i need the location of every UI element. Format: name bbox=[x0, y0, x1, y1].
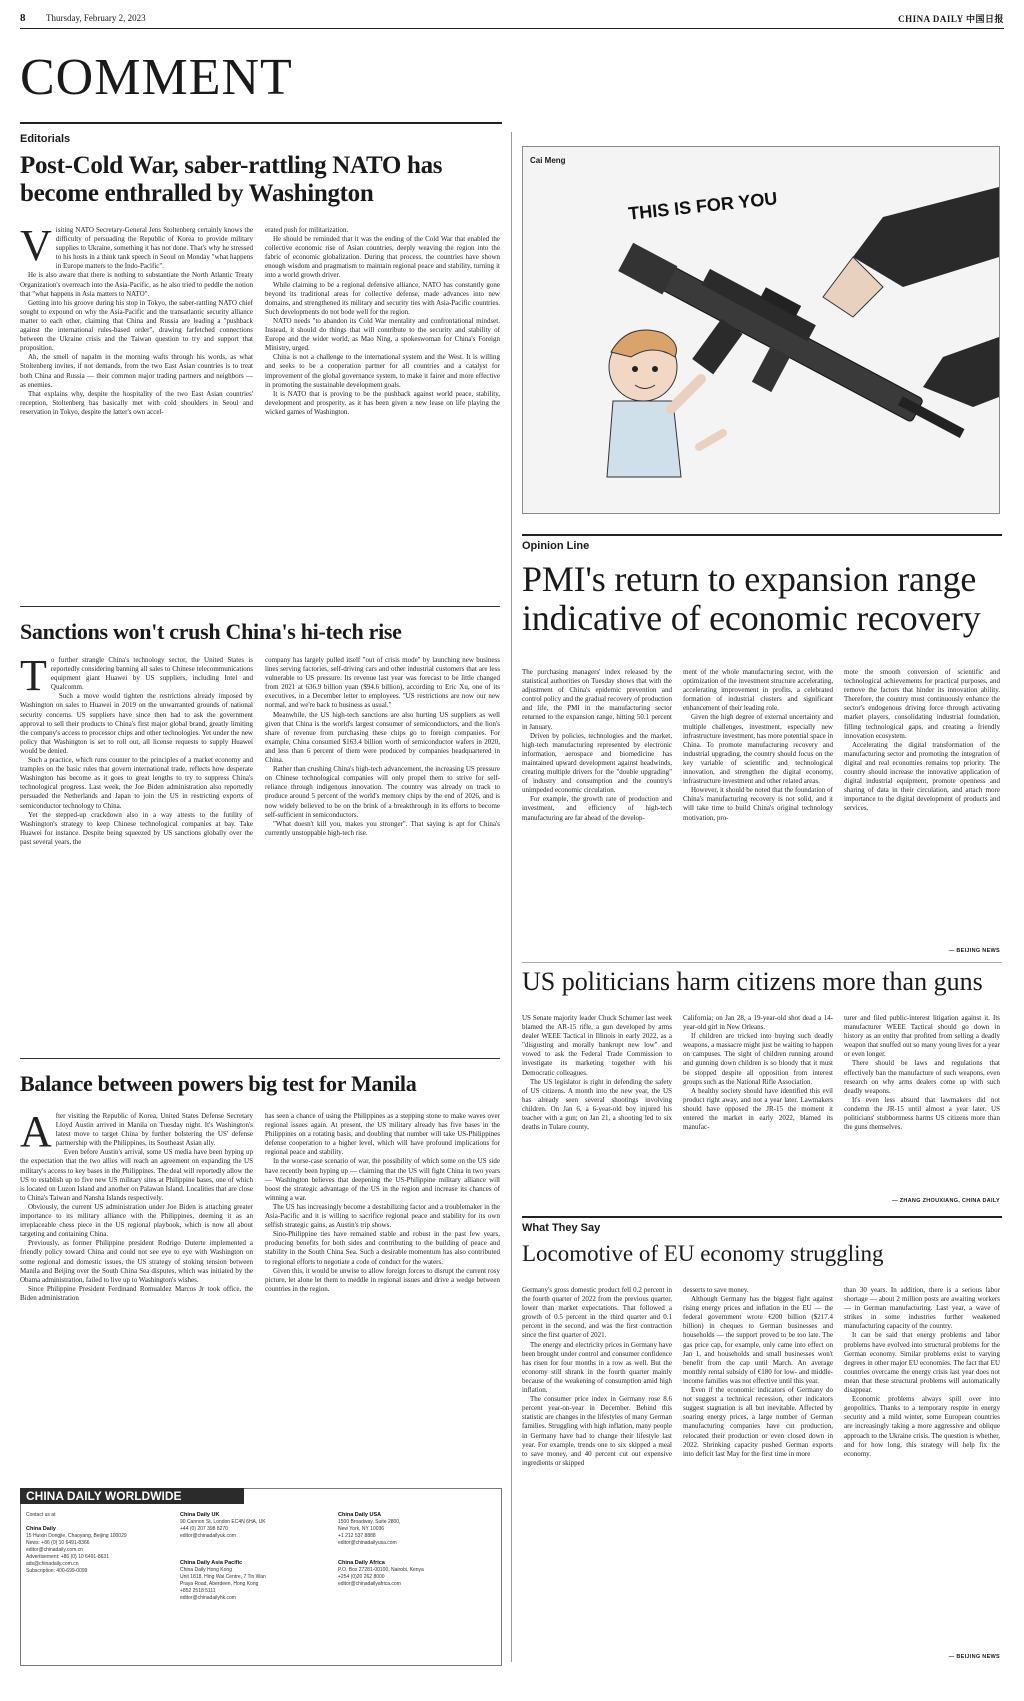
contact-line: New York, NY 10036 bbox=[338, 1526, 385, 1532]
contact-block-beijing bbox=[26, 1526, 171, 1575]
sanctions-headline-box bbox=[20, 618, 500, 646]
paragraph: It's even less absurd that lawmakers did not condemn the JR-15 until almost a year later. US politicians' stubbornness harms US citizens more than the guns themselves. bbox=[844, 1095, 1000, 1132]
contact-line: editor@chinadailyhk.com bbox=[180, 1595, 236, 1601]
sanctions-column-1 bbox=[20, 656, 253, 1054]
paragraph: Meanwhile, the US high-tech sanctions are also hurting US suppliers as well given that China is the world's largest consumer of semiconductors, and the lion's share of revenue from purchasing these chips go to foreign companies. For example, China consumed $163.4 billion worth of semiconductor wafers in 2020, and less than 6 percent of them were produced by companies headquartered in China. bbox=[265, 710, 500, 765]
paragraph: NATO needs "to abandon its Cold War mentality and confrontational mindset. Instead, it should do things that will contribute to the security and stability of Europe and the wider world, as Mao Ning, a spokeswoman for China's Foreign Ministry, urged. bbox=[265, 316, 500, 353]
nato-headline-box bbox=[20, 152, 500, 208]
manila-dropcap: A bbox=[20, 1112, 52, 1156]
paragraph: There should be laws and regulations that effectively ban the manufacture of such weapons, even research on why arms dealers come up with such deadly weapons. bbox=[844, 1059, 1000, 1095]
paragraph: The consumer price index in Germany rose 8.6 percent year-on-year in December. Behind this statistic are changes in the lifestyles of many German families. Struggling with high inflation, many people in Germany have had to change their lifestyle last year. For example, trends one to six skipped a meal to save money, and 40 percent cut out expensive ingredients or skipped bbox=[522, 1395, 672, 1467]
pmi-column-1 bbox=[522, 668, 672, 968]
eu-signature: — BEIJING NEWS bbox=[948, 1654, 1000, 1660]
eu-column-2 bbox=[683, 1286, 833, 1666]
paragraph: Even before Austin's arrival, some US media have been hyping up the expectation that the two allies will reach an agreement on expanding the US military's access to key bases in the Philippines. The deal will reportedly allow the US to establish up to five new US military sites at Philippine bases, one of which is located on Luzon Island and another on Palawan Island. Localities that are close to China's Taiwan and Nansha Islands respectively. bbox=[20, 1148, 253, 1202]
contact-line: editor@chinadailyusa.com bbox=[338, 1540, 397, 1546]
manila-column-1 bbox=[20, 1112, 253, 1478]
manila-headline-box bbox=[20, 1070, 500, 1098]
issue-date: Thursday, February 2, 2023 bbox=[46, 13, 146, 23]
paragraph: California; on Jan 28, a 19-year-old shot dead a 14-year-old girl in New Orleans. bbox=[683, 1014, 833, 1032]
paragraph: Germany's gross domestic product fell 0.2 percent in the fourth quarter of 2022 from the previous quarter, lower than market expectations. That followed a growth of 0.5 percent in the third quarter and 0.1 percent in the second, and was the first contraction since the first quarter of 2021. bbox=[522, 1286, 672, 1340]
paragraph: A healthy society should have identified this evil product right away, and not a year later. Lawmakers should have opposed the JR-15 the moment it entered the market in early 2022, blamed its manufac- bbox=[683, 1086, 833, 1132]
nato-headline: Post-Cold War, saber-rattling NATO has become enthralled by Washington bbox=[20, 152, 443, 207]
paragraph: If children are tricked into buying such deadly weapons, a massacre might just be waiting to happen on campuses. The sight of children running around and gunning down children is so bloody that it must be stopped despite all opposition from interest groups such as the National Rifle Association. bbox=[683, 1032, 833, 1086]
manila-column-2 bbox=[265, 1112, 500, 1478]
section-masthead: COMMENT bbox=[20, 49, 293, 106]
paragraph: US Senate majority leader Chuck Schumer last week blamed the AR-15 rifle, a gun developed by arms dealer WEEE Tactical in Illinois in early 2022, as a "disgusting and morally bankrupt new low" and vowed to ask the Federal Trade Commission to investigate its marketing together with his Democratic colleagues. bbox=[522, 1014, 672, 1077]
paragraph: erated push for militarization. bbox=[265, 226, 349, 234]
guns-column-1 bbox=[522, 1014, 672, 1210]
editorials-kicker: Editorials bbox=[20, 133, 71, 145]
sanctions-headline: Sanctions won't crush China's hi-tech rise bbox=[20, 619, 402, 644]
eu-headline: Locomotive of EU economy struggling bbox=[522, 1241, 884, 1266]
contact-line: Advertisement: +86 (0) 10 6491-8631 bbox=[26, 1554, 109, 1560]
contact-line: China Daily Hong Kong bbox=[180, 1567, 232, 1573]
paragraph: The US legislator is right in defending the safety of US citizens. A month into the new year, the US has already seen several shootings involving children. On Jan 6, a 6-year-old boy injured his teacher with a gun; on Jan 21, a shooting led to six deaths in Tulare county, bbox=[522, 1077, 672, 1132]
contact-line: +254 (0)20 262 8000 bbox=[338, 1574, 385, 1580]
paragraph: Getting into his groove during his stop in Tokyo, the saber-rattling NATO chief sought to expound on why the Asia-Pacific and the transatlantic security alliance matter to each other, claiming that China and Russia are leading a "pushback against the international rules-based order", drawing farfetched connections between the Ukraine crisis and the Taiwan question to try and support that proposition. bbox=[20, 298, 253, 353]
contact-title: China Daily USA bbox=[338, 1512, 382, 1518]
contact-line: editor@chinadailyuk.com bbox=[180, 1533, 236, 1539]
contact-line: News: +86 (0) 10 6491-8366 bbox=[26, 1540, 90, 1546]
contact-block-asia bbox=[180, 1560, 325, 1602]
publication-name: CHINA DAILY 中国日报 bbox=[898, 14, 1004, 24]
paragraph: For example, the growth rate of production and investment, and efficiency of high-tech manufacturing are far ahead of the develop- bbox=[522, 795, 672, 822]
contact-line: Subscription: 400-699-0099 bbox=[26, 1568, 88, 1574]
eu-column-3 bbox=[844, 1286, 1000, 1650]
contact-line: 90 Cannon St, London EC4N 6HA, UK bbox=[180, 1519, 266, 1525]
contact-line: editor@chinadailyafrica.com bbox=[338, 1581, 401, 1587]
nato-dropcap: V bbox=[20, 226, 52, 270]
pmi-headline: PMI's return to expansion range indicative of economic recovery bbox=[522, 559, 981, 638]
paragraph: has seen a chance of using the Philippines as a stepping stone to make waves over regional issues again. At present, the US military already has five bases in the Philippines on a rotating basis, and doubling that number will take US-Philippines defense cooperation to a higher level, which will have profound implications for regional peace and stability. bbox=[265, 1112, 500, 1157]
contact-line: 15 Huixin Dongjie, Chaoyang, Beijing 100029 bbox=[26, 1533, 127, 1539]
paragraph: turer and filed public-interest litigation against it. Its manufacturer WEEE Tactical should go down in history as an entity that profited from selling a deadly weapon that snuffed out so many young lives for a year or even longer. bbox=[844, 1014, 1000, 1059]
nato-column-2 bbox=[265, 226, 500, 600]
paragraph: Obviously, the current US administration under Joe Biden is attaching greater importance to its military alliance with the Philippines, deeming it as an irreplaceable chess piece in the US regional playbook, which is now all about targeting and containing China. bbox=[20, 1202, 253, 1239]
paragraph: The US has increasingly become a destabilizing factor and a troublemaker in the Asia-Pacific and it is willing to sacrifice regional peace and stability for its own selfish strategic gains, as Austin's trip shows. bbox=[265, 1202, 500, 1230]
paragraph: Such a move would tighten the restrictions already imposed by Washington on sales to Huawei in 2019 on the unwarranted grounds of national security concerns. US suppliers have since then had to ask the government approval to sell their products to China's first major global brand, greatly limiting the company's access to processor chips and other technologies. Yet under the new policy that Washington is set to roll out, all license requests to supply Huawei would be denied. bbox=[20, 692, 253, 755]
paragraph: However, it should be noted that the foundation of China's manufacturing recovery is not solid, and it will take time to build China's original technology motivation, pro- bbox=[683, 786, 833, 822]
paragraph: Economic problems always spill over into geopolitics. Thanks to a temporary respite in energy security and a mild winter, some European countries are increasingly taking a more aggressive and oblique approach to the Ukraine crisis. The question is whether, and for how long, this strategy will help fix the economy. bbox=[844, 1395, 1000, 1458]
paragraph: Even if the economic indicators of Germany do not suggest a technical recession, other indicators suggest stagnation is all but inevitable. Affected by soaring energy prices, a large number of German manufacturing companies have cut production, relocated their production or even closed down in 2022. Shrinking capacity pushed German exports into deficit last May for the first time in more bbox=[683, 1386, 833, 1458]
paragraph: In the worse-case scenario of war, the possibility of which some on the US side have recently been hyping up — claiming that the US will fight China in two years — Washington believes that deepening the US-Philippine military alliance will boost the strategic advantage of the US in the region and increase its chances of winning a war. bbox=[265, 1157, 500, 1202]
contact-block-africa bbox=[338, 1560, 493, 1588]
paragraph: mote the smooth conversion of scientific and technological achievements for practical purposes, and remove the factors that hinder its innovation ability. Therefore, the country must continuously enhance the sector's endogenous driving force through activating market players, consolidating industrial foundation, filling technological gaps, and creating a friendly innovation ecosystem. bbox=[844, 668, 1000, 740]
masthead-rule bbox=[20, 122, 502, 124]
guns-signature: — ZHANG ZHOUXIANG, CHINA DAILY bbox=[892, 1198, 1000, 1204]
paragraph: He should be reminded that it was the ending of the Cold War that enabled the collective economic rise of Asian countries, deeply weaving the region into the fabric of economic globalization. During that process, the countries have shown enough wisdom and pragmatism to maintain regional peace and stability, turning it into a world growth driver. bbox=[265, 235, 500, 280]
paragraph: Ah, the smell of napalm in the morning wafts through his words, as what Stoltenberg invites, if not demands, from the two East Asian countries is to treat both China and Russia — their common major trading partners and neighbors — as enemies. bbox=[20, 353, 253, 389]
paragraph: Driven by policies, technologies and the market, high-tech manufacturing represented by electronic information, aerospace and biomedicine has maintained upward development against headwinds, creating multiple drivers for the "double upgrading" of industry and consumption and the country's unimpeded economic circulation. bbox=[522, 731, 672, 795]
paragraph: Previously, as former Philippine president Rodrigo Duterte implemented a friendly policy toward China and could not see eye to eye with Washington on some regional and domestic issues, the US strategy of stoking tension between Manila and Beijing over the South China Sea disputes, which was initiated by the Obama administration, failed to live up to Washington's wishes. bbox=[20, 1239, 253, 1284]
paragraph: isiting NATO Secretary-General Jens Stoltenberg certainly knows the difficulty of persuading the Republic of Korea to provide military supplies to Ukraine, something it has not done. That's why he stressed to his hosts in a think tank speech in Seoul on Monday "what happens in Europe matters to the Indo-Pacific". bbox=[55, 226, 253, 271]
guns-column-2 bbox=[683, 1014, 833, 1210]
opinion-line-kicker: Opinion Line bbox=[522, 540, 590, 552]
contact-line: ads@chinadaily.com.cn bbox=[26, 1561, 79, 1567]
paragraph: The energy and electricity prices in Germany have been brought under control and consumer confidence has risen for four months in a row as well. But the economy still shrank in the fourth quarter mainly because of the weakening of consumption amid high inflation. bbox=[522, 1340, 672, 1395]
guns-headline: US politicians harm citizens more than guns bbox=[522, 967, 983, 996]
contact-title: China Daily Africa bbox=[338, 1560, 385, 1566]
cartoon-credit: Cai Meng bbox=[530, 156, 566, 165]
nato-column-1 bbox=[20, 226, 253, 600]
guns-column-3 bbox=[844, 1014, 1000, 1194]
paragraph: ment of the whole manufacturing sector, with the optimization of the investment structure accelerating, accelerating improvement in profits, a celebrated formation of industrial clusters and significant enhancement of their leading role. bbox=[683, 668, 833, 713]
paragraph: That explains why, despite the hospitality of the two East Asian countries' reception, Stoltenberg has basically met with cold shoulders in Seoul and reservation in Tokyo, despite the latter's own accel- bbox=[20, 389, 253, 416]
sanctions-column-2 bbox=[265, 656, 500, 1054]
what-they-say-kicker: What They Say bbox=[522, 1222, 601, 1234]
paragraph: Rather than crushing China's high-tech advancement, the increasing US pressure on Chinese technological companies will only propel them to strive for self-reliance through indigenous innovation. The country was already on track to produce around 5 percent of the world's memory chips by the end of 2026, and is now widely believed to be on the brink of a breakthrough in its efforts to become self-sufficient in semiconductors. bbox=[265, 765, 500, 819]
contact-label: Contact us at bbox=[26, 1512, 56, 1518]
eu-headline-box bbox=[522, 1240, 1002, 1268]
paragraph: Given this, it would be unwise to allow foreign forces to disrupt the current rosy picture, let alone let them to meddle in regional issues and drive a wedge between countries in the region. bbox=[265, 1266, 500, 1293]
paragraph: Accelerating the digital transformation of the manufacturing sector and promoting the integration of digital and real economies remains top priority. The country should increase the innovative application of digital industrial equipment, promote openness and sharing of data in their circulation, and attach more importance to the digital development of products and services. bbox=[844, 740, 1000, 813]
paragraph: China is not a challenge to the international system and the West. It is willing and seeks to be a cooperation partner for all countries and a catalyst for improvement of the global governance system, to make it fairer and more effective in promoting the sustainable development goals. bbox=[265, 353, 500, 389]
paragraph: company has largely pulled itself "out of crisis mode" by launching new business lines serving factories, self-driving cars and other industrial customers that are less vulnerable to US pressure. Its revenue last year was forecast to be little changed from 2021 at 636.9 billion yuan ($94.6 billion), according to Eric Xu, one of its executives, in a December letter to employees. "US restrictions are now our new normal, and we're back to business as usual." bbox=[265, 656, 500, 710]
section-rule bbox=[522, 534, 1002, 536]
paragraph: "What doesn't kill you, makes you stronger". That saying is apt for China's currently unstoppable high-tech rise. bbox=[265, 819, 500, 837]
contact-line: P.O. Box 27281-00100, Nairobi, Kenya bbox=[338, 1567, 424, 1573]
pmi-signature: — BEIJING NEWS bbox=[948, 948, 1000, 954]
paragraph: Such a practice, which runs counter to the principles of a market economy and tramples on the basic rules that govern international trade, reflects how desperate Washington has become as it goes to great lengths to try to suppress China's technological progress. Last week, the Joe Biden administration also reportedly persuaded the Netherlands and Japan to join the US in restricting exports of semiconductor technology to China. bbox=[20, 756, 253, 810]
paragraph: It is NATO that is proving to be the pushback against world peace, stability, development and prosperity, as it has been given a new lease on life playing the wicked games of Washington. bbox=[265, 389, 500, 416]
paragraph: He is also aware that there is nothing to substantiate the North Atlantic Treaty Organization's overreach into the Asia-Pacific, as he also tried to peddle the notion that "what happens in Asia matters to NATO". bbox=[20, 271, 253, 298]
eu-column-1 bbox=[522, 1286, 672, 1666]
paragraph: desserts to save money. bbox=[683, 1286, 749, 1294]
paragraph: than 30 years. In addition, there is a serious labor shortage — about 2 million posts are awaiting workers — in German manufacturing. Last year, a wave of strikes in some industries further weakened manufacturing capacity of the country. bbox=[844, 1286, 1000, 1331]
cartoon-caption: THIS IS FOR YOU bbox=[627, 188, 779, 224]
contact-line: editor@chinadaily.com.cn bbox=[26, 1547, 83, 1553]
contact-line: +852 2518 5111 bbox=[180, 1588, 216, 1594]
paragraph: Given the high degree of external uncertainty and multiple challenges, investment, especially new infrastructure investment, has more potential space in China. To promote manufacturing recovery and industrial upgrading, the country should focus on the key variable of scientific and technological innovation, and strengthen the digital economy, infrastructure investment and other related areas. bbox=[683, 713, 833, 786]
paragraph: Yet the stepped-up crackdown also in a way attests to the futility of Washington's strategy to keep Chinese technological companies at bay. Take Huawei for instance. Despite being squeezed by US sanctions globally over the past several years, the bbox=[20, 810, 253, 846]
column-divider bbox=[511, 132, 512, 1662]
pmi-column-3 bbox=[844, 668, 1000, 944]
pmi-headline-box bbox=[522, 560, 1002, 638]
paragraph: o further strangle China's technology sector, the United States is reportedly considering banning all sales to Chinese telecommunications equipment giant Huawei by US suppliers, including Intel and Qualcomm. bbox=[50, 656, 253, 692]
paragraph: It can be said that energy problems and labor problems have evolved into structural problems for the German economy. Similar problems exist to varying degrees in other major EU economies. The fact that EU countries overcame the energy crisis last year does not mean that these structural problems will automatically disappear. bbox=[844, 1331, 1000, 1395]
paragraph: The purchasing managers' index released by the statistical authorities on Tuesday shows that with the adjustment of China's epidemic prevention and control policy and the gradual recovery of production and life, the PMI in the manufacturing sector returned to the expansion range, hitting 50.1 percent in January. bbox=[522, 668, 672, 731]
contact-block-uk bbox=[180, 1512, 325, 1540]
contact-title: China Daily bbox=[26, 1526, 56, 1532]
contact-title: China Daily Asia Pacific bbox=[180, 1560, 243, 1566]
page-header bbox=[20, 12, 1004, 26]
sanctions-dropcap: T bbox=[20, 656, 47, 700]
paragraph: Although Germany has the biggest fight against rising energy prices and inflation in the EU — the federal government wrote €200 billion ($217.4 billion) in cheques to German businesses and households — the support proved to be too late. The gas price cap, for example, only came into effect on Jan 1, and households and small businesses won't benefit from the cap until March. An average monthly rental subsidy of €180 for low- and middle-income families was not effective until this year. bbox=[683, 1295, 833, 1385]
paragraph: Since Philippine President Ferdinand Romualdez Marcos Jr took office, the Biden administration bbox=[20, 1284, 253, 1302]
contact-line: 1500 Broadway, Suite 2800, bbox=[338, 1519, 401, 1525]
page-number: 8 bbox=[20, 12, 26, 24]
paragraph: fter visiting the Republic of Korea, United States Defense Secretary Lloyd Austin arrived in Manila on Tuesday night. It's Washington's latest move to target China by further bolstering the US' defense partnership with the Philippines, its Southeast Asian ally. bbox=[55, 1112, 253, 1148]
header-rule bbox=[20, 28, 1004, 29]
paragraph: Sino-Philippine ties have remained stable and robust in the past few years, producing benefits for both sides and contributing to the building of peace and stability in the South China Sea. Such a desirable momentum has also contributed to regional efforts to negotiate a code of conduct for the waters. bbox=[265, 1230, 500, 1266]
section-rule bbox=[20, 1058, 500, 1059]
section-rule bbox=[522, 962, 1002, 963]
pmi-column-2 bbox=[683, 668, 833, 968]
worldwide-banner: CHINA DAILY WORLDWIDE bbox=[20, 1488, 244, 1504]
section-rule bbox=[522, 1216, 1002, 1218]
contact-block-usa bbox=[338, 1512, 493, 1547]
contact-title: China Daily UK bbox=[180, 1512, 220, 1518]
contact-line: +1 212 537 8888 bbox=[338, 1533, 376, 1539]
section-rule bbox=[20, 606, 500, 607]
paragraph: While claiming to be a regional defensive alliance, NATO has constantly gone beyond its traditional areas for collective defense, made advances into new domains, and strengthened its military and security ties with Asia-Pacific countries. Such developments do not bode well for the region. bbox=[265, 280, 500, 316]
contact-line: Praya Road, Aberdeen, Hong Kong bbox=[180, 1581, 259, 1587]
manila-headline: Balance between powers big test for Manila bbox=[20, 1071, 417, 1096]
contact-line: Unit 1818, Hing Wai Centre, 7 Tin Wan bbox=[180, 1574, 266, 1580]
contact-line: +44 (0) 207 398 8270 bbox=[180, 1526, 228, 1532]
guns-headline-box bbox=[522, 968, 1002, 996]
